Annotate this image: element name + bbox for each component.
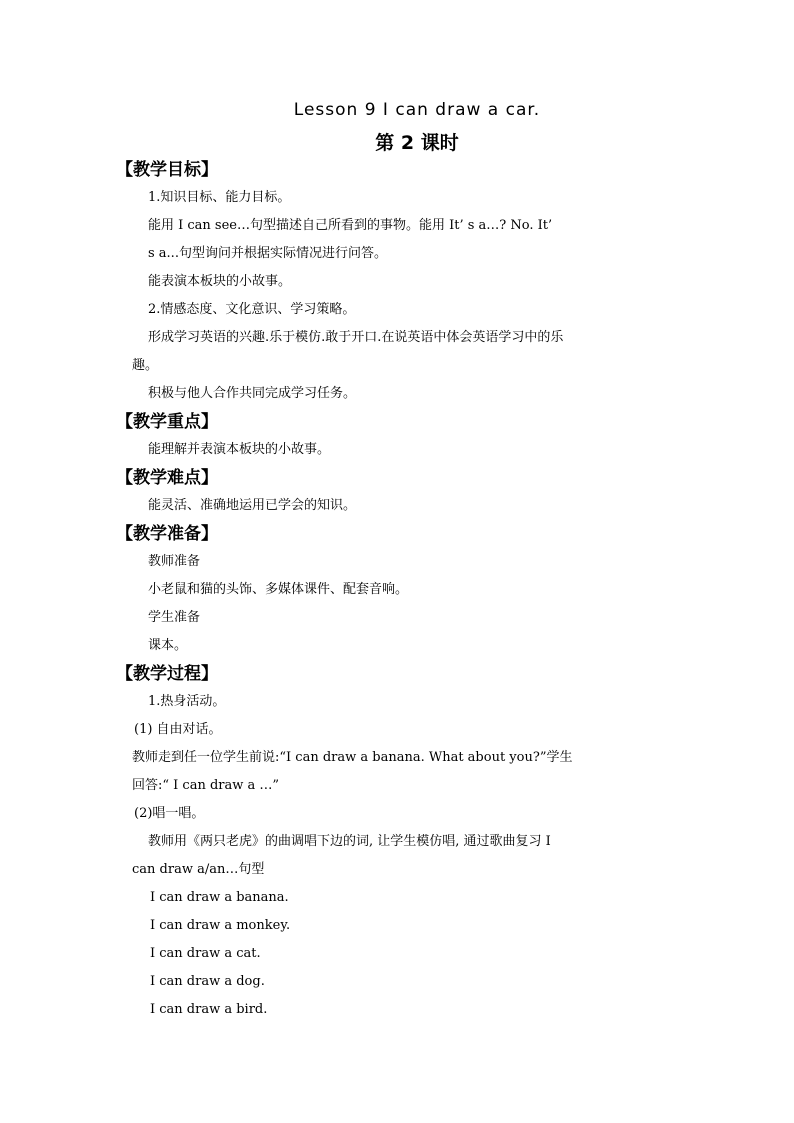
objectives-line: 趣。 bbox=[132, 358, 159, 373]
difficulties-line: 能灵活、准确地运用已学会的知识。 bbox=[148, 498, 357, 513]
objectives-heading: 【教学目标】 bbox=[116, 160, 218, 180]
objectives-line: 积极与他人合作共同完成学习任务。 bbox=[148, 386, 357, 401]
objectives-line: 能表演本板块的小故事。 bbox=[148, 274, 292, 289]
process-line: I can draw a cat. bbox=[150, 946, 261, 961]
preparation-line: 学生准备 bbox=[148, 610, 201, 625]
objectives-line: 形成学习英语的兴趣.乐于模仿.敢于开口.在说英语中体会英语学习中的乐 bbox=[148, 330, 564, 345]
process-line: can draw a/an…句型 bbox=[132, 862, 265, 877]
process-heading: 【教学过程】 bbox=[116, 664, 218, 684]
objectives-line: 2.情感态度、文化意识、学习策略。 bbox=[148, 302, 356, 317]
process-line: I can draw a dog. bbox=[150, 974, 265, 989]
process-line: (1) 自由对话。 bbox=[134, 722, 222, 737]
process-line: I can draw a banana. bbox=[150, 890, 289, 905]
process-line: I can draw a bird. bbox=[150, 1002, 268, 1017]
preparation-heading: 【教学准备】 bbox=[116, 524, 218, 544]
objectives-line: s a...句型询问并根据实际情况进行问答。 bbox=[148, 246, 387, 261]
key-points-line: 能理解并表演本板块的小故事。 bbox=[148, 442, 331, 457]
process-line: I can draw a monkey. bbox=[150, 918, 291, 933]
preparation-line: 教师准备 bbox=[148, 554, 201, 569]
objectives-line: 能用 I can see…句型描述自己所看到的事物。能用 It’ s a…? No. It’ bbox=[148, 218, 553, 233]
process-line: 回答:“ I can draw a …” bbox=[132, 778, 280, 793]
process-line: (2)唱一唱。 bbox=[134, 806, 205, 821]
difficulties-heading: 【教学难点】 bbox=[116, 468, 218, 488]
preparation-line: 课本。 bbox=[148, 638, 188, 653]
process-line: 教师用《两只老虎》的曲调唱下边的词, 让学生模仿唱, 通过歌曲复习 I bbox=[148, 834, 551, 849]
preparation-line: 小老鼠和猫的头饰、多媒体课件、配套音响。 bbox=[148, 582, 409, 597]
lesson-subtitle: 第 2 课时 bbox=[375, 132, 459, 154]
key-points-heading: 【教学重点】 bbox=[116, 412, 218, 432]
process-line: 教师走到任一位学生前说:“I can draw a banana. What about you?”学生 bbox=[132, 750, 573, 765]
process-line: 1.热身活动。 bbox=[148, 694, 226, 709]
objectives-line: 1.知识目标、能力目标。 bbox=[148, 190, 291, 205]
document-body bbox=[116, 156, 686, 1024]
lesson-title: Lesson 9 I can draw a car. bbox=[293, 100, 541, 120]
